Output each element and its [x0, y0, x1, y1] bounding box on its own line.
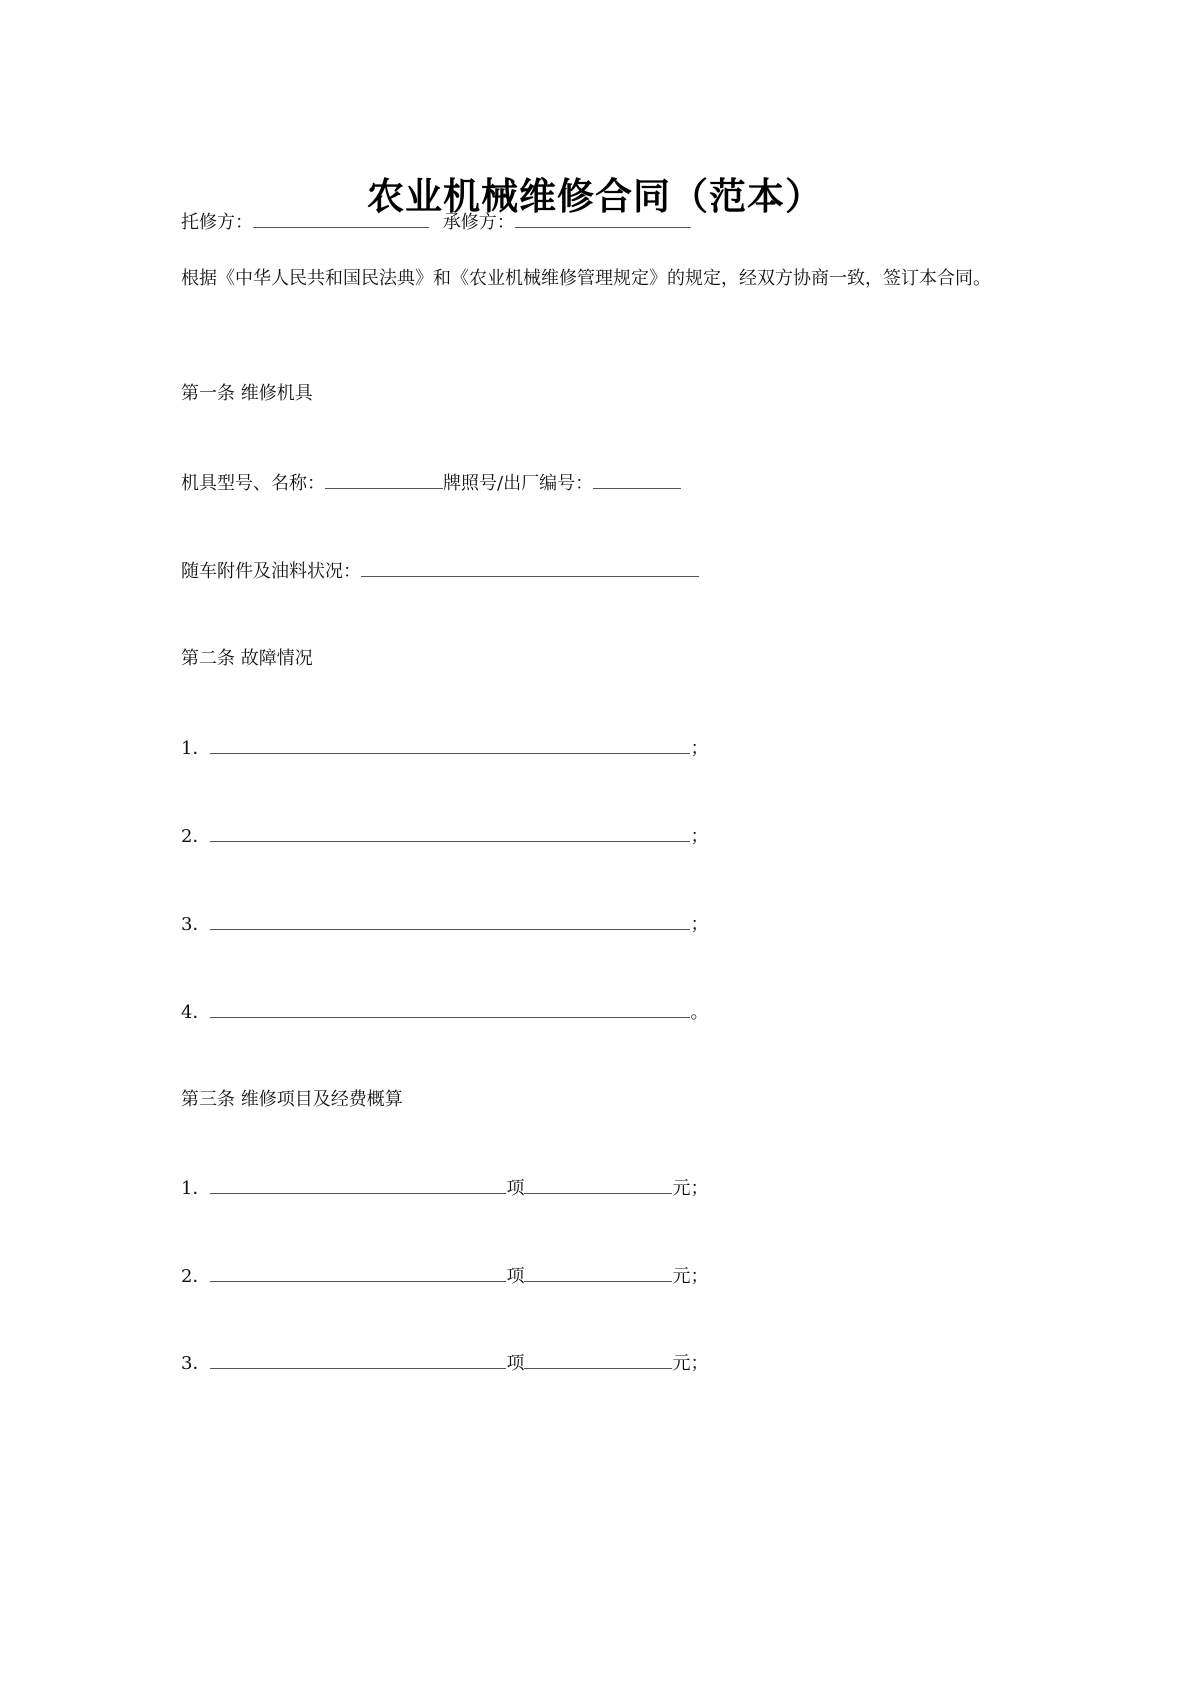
repair-item-blank[interactable]	[210, 1350, 506, 1369]
item-unit: 项	[506, 1353, 525, 1374]
repair-cost-blank[interactable]	[524, 1175, 672, 1194]
fault-item-end: ；	[690, 826, 709, 847]
fault-item-end: ；	[690, 914, 709, 935]
model-line	[181, 470, 681, 497]
repair-cost-blank[interactable]	[524, 1350, 672, 1369]
repair-item-blank[interactable]	[210, 1263, 506, 1282]
repair-item	[181, 1263, 708, 1290]
repair-item	[181, 1350, 708, 1377]
model-label: 机具型号、名称：	[181, 473, 325, 494]
accessories-blank[interactable]	[361, 558, 699, 577]
fault-item-blank[interactable]	[210, 735, 690, 754]
article3-heading: 第三条 维修项目及经费概算	[181, 1089, 403, 1110]
fault-item-number: 1．	[181, 738, 211, 759]
contractor-label: 承修方：	[442, 212, 515, 233]
repair-item-number: 1．	[181, 1178, 211, 1199]
article2-heading: 第二条 故障情况	[181, 648, 313, 669]
fault-item-blank[interactable]	[210, 999, 690, 1018]
currency-unit: 元；	[672, 1266, 709, 1287]
fault-item	[181, 735, 708, 762]
accessories-line	[181, 558, 699, 585]
intro-paragraph: 根据《中华人民共和国民法典》和《农业机械维修管理规定》的规定，经双方协商一致，签订本合同。	[181, 268, 991, 289]
plate-label: 牌照号/出厂编号：	[443, 473, 594, 494]
article1-heading: 第一条 维修机具	[181, 383, 313, 404]
fault-item	[181, 999, 708, 1026]
parties-line	[181, 209, 691, 236]
plate-blank[interactable]	[593, 470, 681, 489]
client-blank[interactable]	[253, 209, 429, 228]
item-unit: 项	[506, 1266, 525, 1287]
fault-item-number: 3．	[181, 914, 211, 935]
repair-item-blank[interactable]	[210, 1175, 506, 1194]
repair-item-number: 3．	[181, 1353, 211, 1374]
repair-item-number: 2．	[181, 1266, 211, 1287]
currency-unit: 元；	[672, 1178, 709, 1199]
repair-item	[181, 1175, 708, 1202]
item-unit: 项	[506, 1178, 525, 1199]
fault-item-number: 2．	[181, 826, 211, 847]
fault-item	[181, 823, 708, 850]
fault-item-end: ；	[690, 738, 709, 759]
repair-cost-blank[interactable]	[524, 1263, 672, 1282]
fault-item-number: 4．	[181, 1002, 211, 1023]
currency-unit: 元；	[672, 1353, 709, 1374]
fault-item	[181, 911, 708, 938]
client-label: 托修方：	[181, 212, 253, 233]
document-title: 农业机械维修合同（范本）	[367, 174, 823, 218]
accessories-label: 随车附件及油料状况：	[181, 561, 361, 582]
contractor-blank[interactable]	[515, 209, 691, 228]
fault-item-end: 。	[690, 1002, 709, 1023]
fault-item-blank[interactable]	[210, 911, 690, 930]
model-blank[interactable]	[325, 470, 443, 489]
fault-item-blank[interactable]	[210, 823, 690, 842]
